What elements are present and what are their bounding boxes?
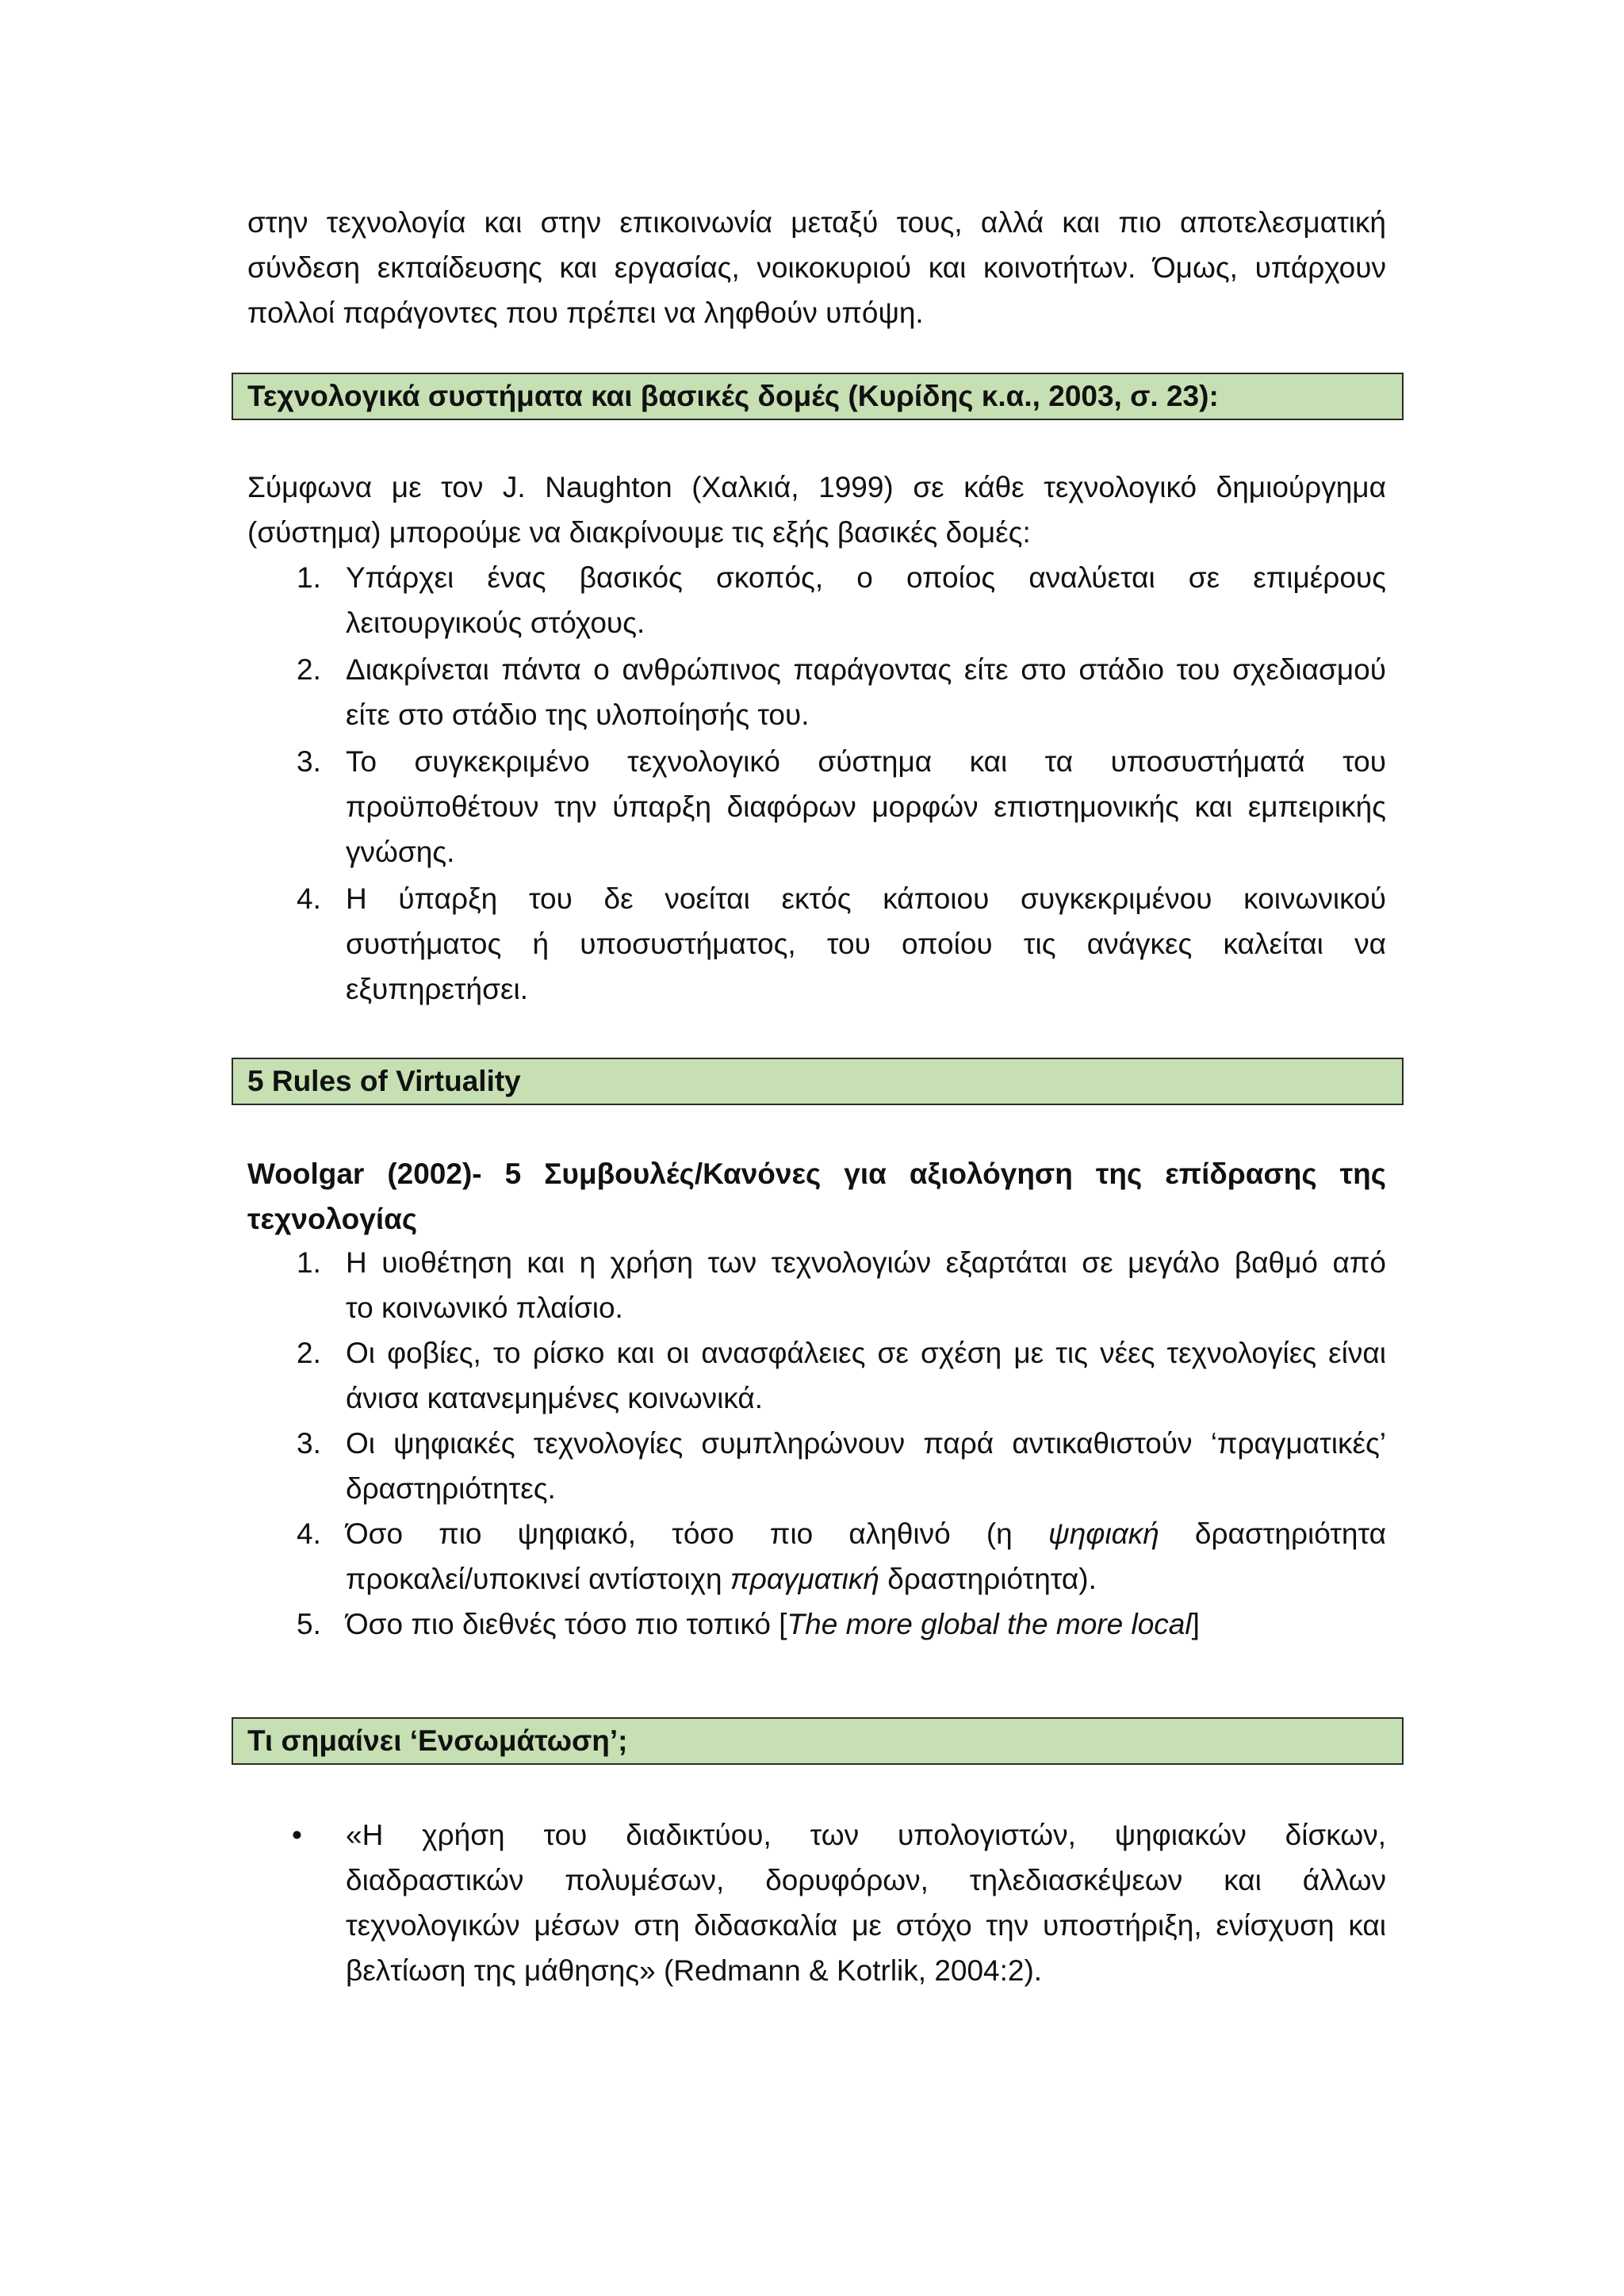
list-item-line: γνώσης. — [346, 836, 455, 868]
woolgar-title-line: Woolgar (2002)- 5 Συμβουλές/Κανόνες για αξιολόγηση της επίδρασης της — [247, 1158, 1386, 1190]
list-item-line: συστήματος ή υποσυστήματος, του οποίου τις ανάγκες καλείται να — [346, 928, 1386, 960]
text-run: δραστηριότητα). — [879, 1563, 1097, 1595]
list-item-line: δραστηριότητες. — [346, 1472, 556, 1505]
list-item-line: Οι ψηφιακές τεχνολογίες συμπληρώνουν παρά αντικαθιστούν ‘πραγματικές’ — [346, 1427, 1386, 1460]
woolgar-title-line: τεχνολογίας — [247, 1203, 418, 1235]
section1-intro-line: (σύστημα) μπορούμε να διακρίνουμε τις εξής βασικές δομές: — [247, 516, 1031, 549]
integration-bullet-list — [247, 1812, 1386, 1993]
quote-line: τεχνολογικών μέσων στη διδασκαλία με στόχο την υποστήριξη, ενίσχυση και — [346, 1909, 1386, 1942]
text-run: ] — [1191, 1608, 1200, 1640]
list-number: 3. — [297, 1427, 321, 1460]
text-run: Όσο πιο ψηφιακό, τόσο πιο αληθινό (η — [346, 1517, 1048, 1550]
text-run: προκαλεί/υποκινεί αντίστοιχη — [346, 1563, 730, 1595]
list-item-line — [346, 1511, 1386, 1556]
list-number: 2. — [297, 1337, 321, 1369]
section-heading-rules-of-virtuality: 5 Rules of Virtuality — [232, 1058, 1404, 1105]
list-item-line: Διακρίνεται πάντα ο ανθρώπινος παράγοντας είτε στο στάδιο του σχεδιασμού — [346, 653, 1386, 686]
list-item-line — [346, 1601, 1386, 1647]
list-item-line: προϋποθέτουν την ύπαρξη διαφόρων μορφών επιστημονικής και εμπειρικής — [346, 790, 1386, 823]
intro-paragraph — [247, 200, 1386, 335]
quote-line: «Η χρήση του διαδικτύου, των υπολογιστών, ψηφιακών δίσκων, — [346, 1819, 1386, 1851]
list-item — [247, 1601, 1386, 1647]
intro-line: σύνδεση εκπαίδευσης και εργασίας, νοικοκυριού και κοινοτήτων. Όμως, υπάρχουν — [247, 251, 1386, 284]
list-item-line: Οι φοβίες, το ρίσκο και οι ανασφάλειες σε σχέση με τις νέες τεχνολογίες είναι — [346, 1337, 1386, 1369]
section2-rules-list — [247, 1240, 1386, 1647]
text-run: Όσο πιο διεθνές τόσο πιο τοπικό [ — [346, 1608, 787, 1640]
list-item — [247, 1812, 1386, 1993]
list-item — [247, 1240, 1386, 1330]
list-item-line: είτε στο στάδιο της υλοποίησής του. — [346, 698, 810, 731]
list-number: 4. — [297, 882, 321, 915]
quote-line: βελτίωση της μάθησης» (Redmann & Kotrlik, 2004:2). — [346, 1954, 1043, 1987]
italic-text: The more global the more local — [787, 1608, 1192, 1640]
section1-structures-list — [247, 555, 1386, 1012]
list-number: 1. — [297, 561, 321, 594]
list-item-line: εξυπηρετήσει. — [346, 973, 528, 1005]
list-number: 5. — [297, 1608, 321, 1640]
list-item — [247, 1421, 1386, 1511]
woolgar-title — [247, 1151, 1386, 1242]
list-item — [247, 555, 1386, 645]
list-item-line: το κοινωνικό πλαίσιο. — [346, 1292, 623, 1324]
text-run: δραστηριότητα — [1159, 1517, 1386, 1550]
list-item — [247, 739, 1386, 874]
list-number: 4. — [297, 1517, 321, 1550]
list-item-line: λειτουργικούς στόχους. — [346, 607, 645, 639]
intro-line: πολλοί παράγοντες που πρέπει να ληφθούν υπόψη. — [247, 297, 924, 329]
bullet-icon: • — [292, 1819, 302, 1851]
list-item — [247, 1330, 1386, 1421]
section1-intro-line: Σύμφωνα με τον J. Naughton (Χαλκιά, 1999) σε κάθε τεχνολογικό δημιούργημα — [247, 471, 1386, 503]
list-number: 1. — [297, 1246, 321, 1279]
quote-line: διαδραστικών πολυμέσων, δορυφόρων, τηλεδιασκέψεων και άλλων — [346, 1864, 1386, 1896]
list-item-line — [346, 1556, 1386, 1601]
italic-text: πραγματική — [730, 1563, 879, 1595]
list-number: 3. — [297, 745, 321, 778]
list-item — [247, 647, 1386, 737]
list-number: 2. — [297, 653, 321, 686]
list-item-line: Το συγκεκριμένο τεχνολογικό σύστημα και τα υποσυστήματά του — [346, 745, 1386, 778]
italic-text: ψηφιακή — [1048, 1517, 1159, 1550]
intro-line: στην τεχνολογία και στην επικοινωνία μεταξύ τους, αλλά και πιο αποτελεσματική — [247, 206, 1386, 239]
list-item-line: Υπάρχει ένας βασικός σκοπός, ο οποίος αναλύεται σε επιμέρους — [346, 561, 1386, 594]
list-item — [247, 876, 1386, 1012]
section1-intro-paragraph — [247, 465, 1386, 555]
section-heading-tech-systems: Τεχνολογικά συστήματα και βασικές δομές (Κυρίδης κ.α., 2003, σ. 23): — [232, 373, 1404, 420]
list-item-line: Η υιοθέτηση και η χρήση των τεχνολογιών εξαρτάται σε μεγάλο βαθμό από — [346, 1246, 1386, 1279]
list-item-line: Η ύπαρξη του δε νοείται εκτός κάποιου συγκεκριμένου κοινωνικού — [346, 882, 1386, 915]
section-heading-integration: Τι σημαίνει ‘Ενσωμάτωση’; — [232, 1717, 1404, 1765]
list-item — [247, 1511, 1386, 1601]
list-item-line: άνισα κατανεμημένες κοινωνικά. — [346, 1382, 764, 1414]
